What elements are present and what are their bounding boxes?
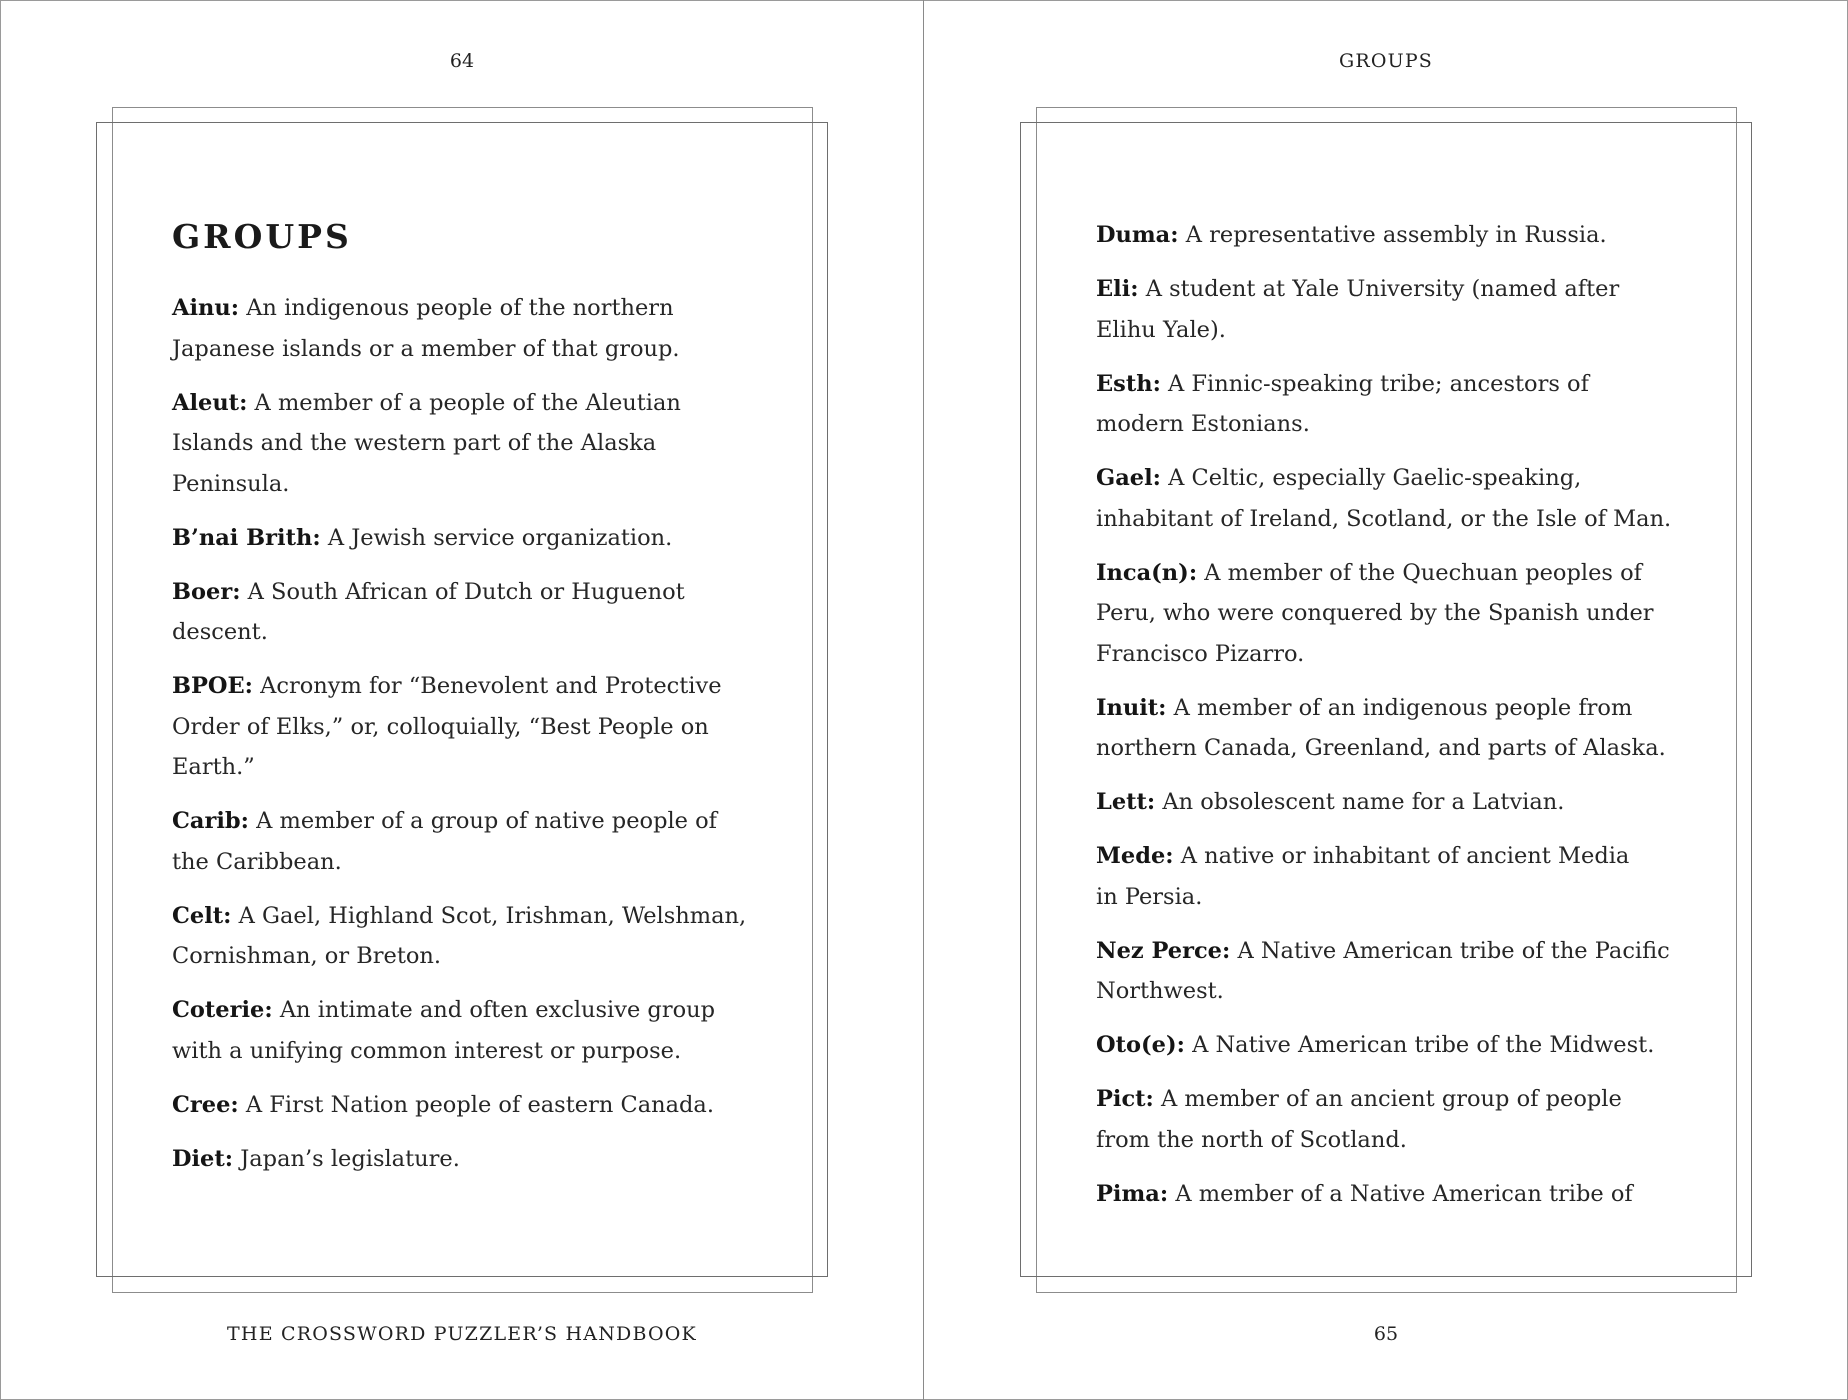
entry-line [1096, 1025, 1686, 1066]
entry-definition-text: A Native American tribe of the Pacific [1237, 937, 1670, 964]
entry-line [1096, 1174, 1686, 1215]
entry-term: Cree: [172, 1091, 239, 1118]
page-gutter-divider [923, 0, 924, 1400]
entry-line [172, 1139, 762, 1180]
entry-term: Pima: [1096, 1180, 1169, 1207]
glossary-entry [1096, 931, 1686, 1012]
entry-definition-text: inhabitant of Ireland, Scotland, or the Isle of Man. [1096, 505, 1672, 532]
entry-line [1096, 593, 1686, 634]
entry-definition-text: A First Nation people of eastern Canada. [245, 1091, 714, 1118]
entry-definition-text: Japanese islands or a member of that group. [172, 335, 680, 362]
glossary-entry [1096, 1025, 1686, 1066]
entry-line [172, 288, 762, 329]
entry-definition-text: A Gael, Highland Scot, Irishman, Welshman, [238, 902, 747, 929]
entry-line [1096, 877, 1686, 918]
entry-definition-text: A member of an indigenous people from [1173, 694, 1633, 721]
glossary-entry [1096, 782, 1686, 823]
left-entry-list [172, 288, 762, 1193]
left-page-number: 64 [449, 50, 475, 72]
entry-definition-text: Earth.” [172, 754, 255, 780]
entry-term: Oto(e): [1096, 1032, 1185, 1058]
glossary-entry [172, 518, 762, 559]
entry-term: B’nai Brith: [172, 524, 321, 551]
entry-line [172, 842, 762, 883]
entry-line [1096, 634, 1686, 675]
glossary-entry [1096, 269, 1686, 350]
entry-line [172, 518, 762, 559]
entry-definition-text: A member of an ancient group of people [1161, 1086, 1622, 1112]
entry-line [172, 707, 762, 748]
section-heading: GROUPS [172, 217, 352, 256]
entry-line [172, 936, 762, 977]
entry-definition-text: A native or inhabitant of ancient Media [1180, 843, 1630, 869]
entry-term: Diet: [172, 1145, 234, 1172]
entry-line [1096, 310, 1686, 351]
entry-definition-text: the Caribbean. [172, 848, 342, 875]
glossary-entry [1096, 553, 1686, 675]
entry-line [172, 423, 762, 464]
entry-definition-text: A representative assembly in Russia. [1185, 222, 1607, 248]
entry-line [172, 572, 762, 613]
entry-definition-text: A Celtic, especially Gaelic-speaking, [1168, 465, 1582, 491]
glossary-entry [1096, 688, 1686, 769]
entry-line [1096, 782, 1686, 823]
glossary-entry [172, 1085, 762, 1126]
entry-definition-text: modern Estonians. [1096, 411, 1310, 437]
glossary-entry [172, 801, 762, 882]
entry-definition-text: A South African of Dutch or Huguenot [247, 578, 685, 605]
entry-definition-text: An indigenous people of the northern [246, 295, 674, 321]
entry-definition-text: Acronym for “Benevolent and Protective [260, 673, 722, 699]
entry-line [1096, 458, 1686, 499]
entry-definition-text: in Persia. [1096, 883, 1203, 910]
entry-line [1096, 836, 1686, 877]
entry-term: Eli: [1096, 276, 1139, 302]
entry-term: Duma: [1096, 222, 1179, 248]
entry-definition-text: An intimate and often exclusive group [279, 997, 716, 1023]
glossary-entry [1096, 215, 1686, 256]
entry-term: Aleut: [172, 389, 248, 416]
entry-line [1096, 728, 1686, 769]
entry-line [1096, 553, 1686, 594]
right-entry-list [1096, 215, 1686, 1228]
entry-definition-text: northern Canada, Greenland, and parts of Alaska. [1096, 735, 1666, 761]
entry-definition-text: Islands and the western part of the Alaska [172, 430, 657, 456]
entry-term: Esth: [1096, 370, 1161, 397]
entry-term: Mede: [1096, 843, 1174, 869]
entry-term: Celt: [172, 902, 232, 929]
entry-line [1096, 971, 1686, 1012]
glossary-entry [172, 990, 762, 1071]
entry-line [172, 1085, 762, 1126]
entry-line [1096, 1079, 1686, 1120]
entry-line [172, 612, 762, 653]
entry-line [172, 801, 762, 842]
glossary-entry [1096, 458, 1686, 539]
entry-line [1096, 1120, 1686, 1161]
entry-term: BPOE: [172, 673, 253, 699]
entry-definition-text: Order of Elks,” or, colloquially, “Best People on [172, 713, 709, 740]
entry-definition-text: Peru, who were conquered by the Spanish under [1096, 600, 1654, 626]
glossary-entry [172, 1139, 762, 1180]
entry-line [1096, 688, 1686, 729]
entry-line [172, 383, 762, 424]
entry-line [1096, 499, 1686, 540]
entry-term: Boer: [172, 578, 241, 605]
glossary-entry [172, 666, 762, 788]
entry-term: Carib: [172, 808, 249, 834]
entry-definition-text: Northwest. [1096, 978, 1224, 1004]
entry-line [1096, 364, 1686, 405]
entry-definition-text: Elihu Yale). [1096, 316, 1226, 343]
running-head: GROUPS [1338, 50, 1434, 72]
entry-term: Nez Perce: [1096, 937, 1231, 964]
glossary-entry [172, 896, 762, 977]
entry-definition-text: A member of the Quechuan peoples of [1204, 559, 1642, 586]
entry-line [1096, 269, 1686, 310]
entry-term: Inca(n): [1096, 559, 1198, 586]
entry-definition-text: A member of a Native American tribe of [1175, 1180, 1633, 1207]
entry-definition-text: A Jewish service organization. [327, 524, 673, 551]
entry-term: Ainu: [172, 295, 240, 321]
entry-term: Lett: [1096, 789, 1156, 815]
glossary-entry [1096, 1079, 1686, 1160]
entry-line [1096, 931, 1686, 972]
entry-term: Coterie: [172, 997, 273, 1023]
entry-line [172, 1031, 762, 1072]
entry-term: Inuit: [1096, 694, 1167, 721]
glossary-entry [172, 383, 762, 505]
glossary-entry [1096, 1174, 1686, 1215]
entry-definition-text: An obsolescent name for a Latvian. [1162, 789, 1565, 815]
entry-definition-text: A Finnic-speaking tribe; ancestors of [1168, 370, 1589, 397]
entry-line [172, 896, 762, 937]
entry-definition-text: A member of a people of the Aleutian [254, 389, 681, 416]
glossary-entry [1096, 836, 1686, 917]
entry-line [172, 747, 762, 788]
glossary-entry [172, 288, 762, 369]
entry-line [1096, 404, 1686, 445]
glossary-entry [172, 572, 762, 653]
entry-definition-text: Cornishman, or Breton. [172, 943, 442, 969]
entry-line [172, 464, 762, 505]
glossary-entry [1096, 364, 1686, 445]
entry-term: Gael: [1096, 465, 1161, 491]
entry-definition-text: from the north of Scotland. [1096, 1126, 1407, 1153]
entry-definition-text: Peninsula. [172, 470, 290, 497]
entry-definition-text: A Native American tribe of the Midwest. [1192, 1032, 1655, 1058]
entry-definition-text: descent. [172, 619, 268, 645]
entry-definition-text: Francisco Pizarro. [1096, 640, 1305, 667]
entry-definition-text: Japan’s legislature. [240, 1145, 460, 1172]
right-page-number: 65 [1373, 1323, 1399, 1345]
book-title-footer: THE CROSSWORD PUZZLER’S HANDBOOK [227, 1323, 697, 1345]
entry-definition-text: A member of a group of native people of [256, 808, 718, 834]
entry-line [1096, 215, 1686, 256]
entry-definition-text: A student at Yale University (named after [1145, 276, 1620, 302]
entry-line [172, 666, 762, 707]
entry-definition-text: with a unifying common interest or purpose. [172, 1037, 682, 1064]
entry-line [172, 990, 762, 1031]
entry-line [172, 329, 762, 370]
entry-term: Pict: [1096, 1086, 1154, 1112]
